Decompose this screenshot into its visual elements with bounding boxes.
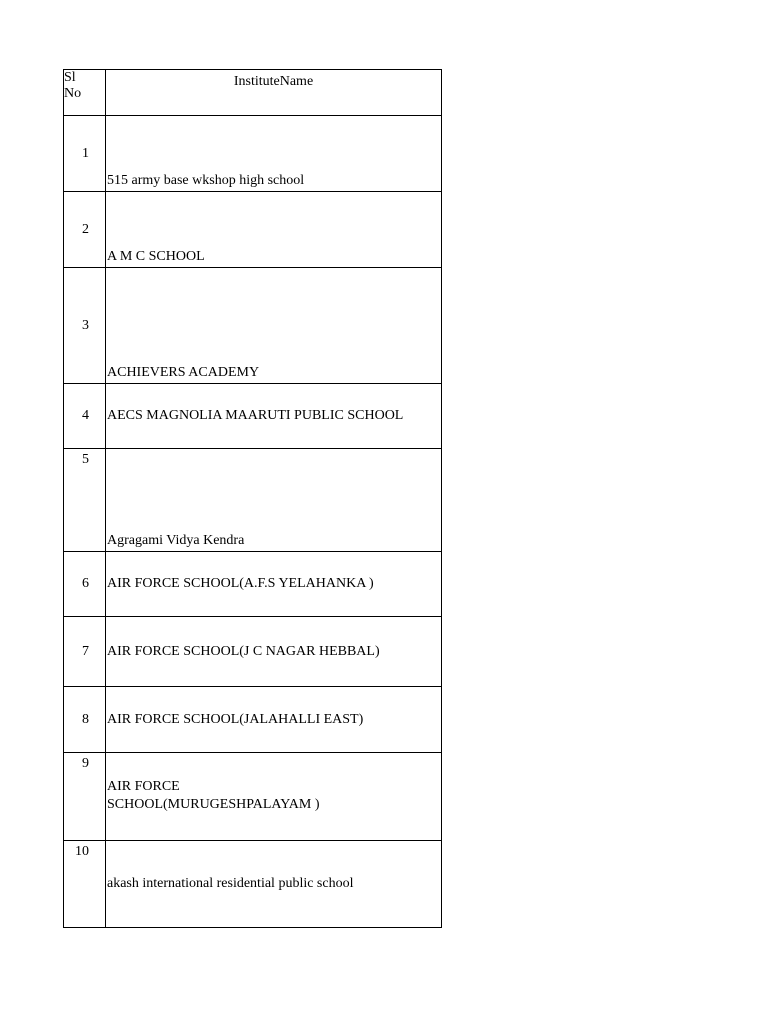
institute-name-text: AIR FORCE SCHOOL(A.F.S YELAHANKA ) (107, 576, 374, 591)
institute-name-text: Agragami Vidya Kendra (107, 533, 245, 548)
institute-name-text: AIR FORCE SCHOOL(MURUGESHPALAYAM ) (107, 779, 320, 812)
header-sl-line2: No (64, 86, 82, 101)
header-sl-no (64, 70, 106, 116)
sl-no-cell: 8 (64, 687, 106, 753)
table-row (64, 841, 442, 928)
institute-name-text: AECS MAGNOLIA MAARUTI PUBLIC SCHOOL (107, 408, 404, 423)
institute-name-text: ACHIEVERS ACADEMY (107, 365, 260, 380)
sl-no-cell: 7 (64, 617, 106, 687)
table-row (64, 116, 442, 192)
sl-no-cell: 2 (64, 192, 106, 268)
institute-name-text: A M C SCHOOL (107, 249, 205, 264)
sl-no-cell (64, 449, 106, 552)
header-institute-name (106, 70, 442, 116)
sl-no-cell: 6 (64, 552, 106, 617)
institute-name-cell (106, 841, 442, 928)
institute-name-cell (106, 753, 442, 841)
institute-table (63, 69, 442, 928)
sl-no-cell: 4 (64, 384, 106, 449)
institute-name-text: AIR FORCE SCHOOL(J C NAGAR HEBBAL) (107, 643, 380, 659)
institute-name-cell (106, 116, 442, 192)
table-row (64, 384, 442, 449)
table-row (64, 753, 442, 841)
header-row (64, 70, 442, 116)
table-row (64, 617, 442, 687)
table-row (64, 268, 442, 384)
institute-name-text: 515 army base wkshop high school (107, 173, 305, 188)
institute-name-text: akash international residential public school (107, 876, 354, 891)
header-name-label: InstituteName (233, 74, 314, 89)
sl-no-cell: 1 (64, 116, 106, 192)
table-row (64, 552, 442, 617)
institute-name-cell (106, 552, 442, 617)
institute-name-cell (106, 449, 442, 552)
header-sl-line1: Sl (64, 70, 76, 85)
institute-name-cell (106, 268, 442, 384)
sl-no-text: 10 (75, 844, 89, 859)
table-row (64, 687, 442, 753)
table-row (64, 192, 442, 268)
institute-name-cell (106, 192, 442, 268)
institute-name-cell (106, 384, 442, 449)
sl-no-text: 9 (82, 756, 89, 771)
institute-name-text: AIR FORCE SCHOOL(JALAHALLI EAST) (107, 711, 364, 727)
table-row (64, 449, 442, 552)
sl-no-text: 5 (82, 452, 89, 467)
institute-name-cell (106, 687, 442, 753)
sl-no-cell (64, 753, 106, 841)
sl-no-cell: 3 (64, 268, 106, 384)
sl-no-cell (64, 841, 106, 928)
institute-name-cell (106, 617, 442, 687)
